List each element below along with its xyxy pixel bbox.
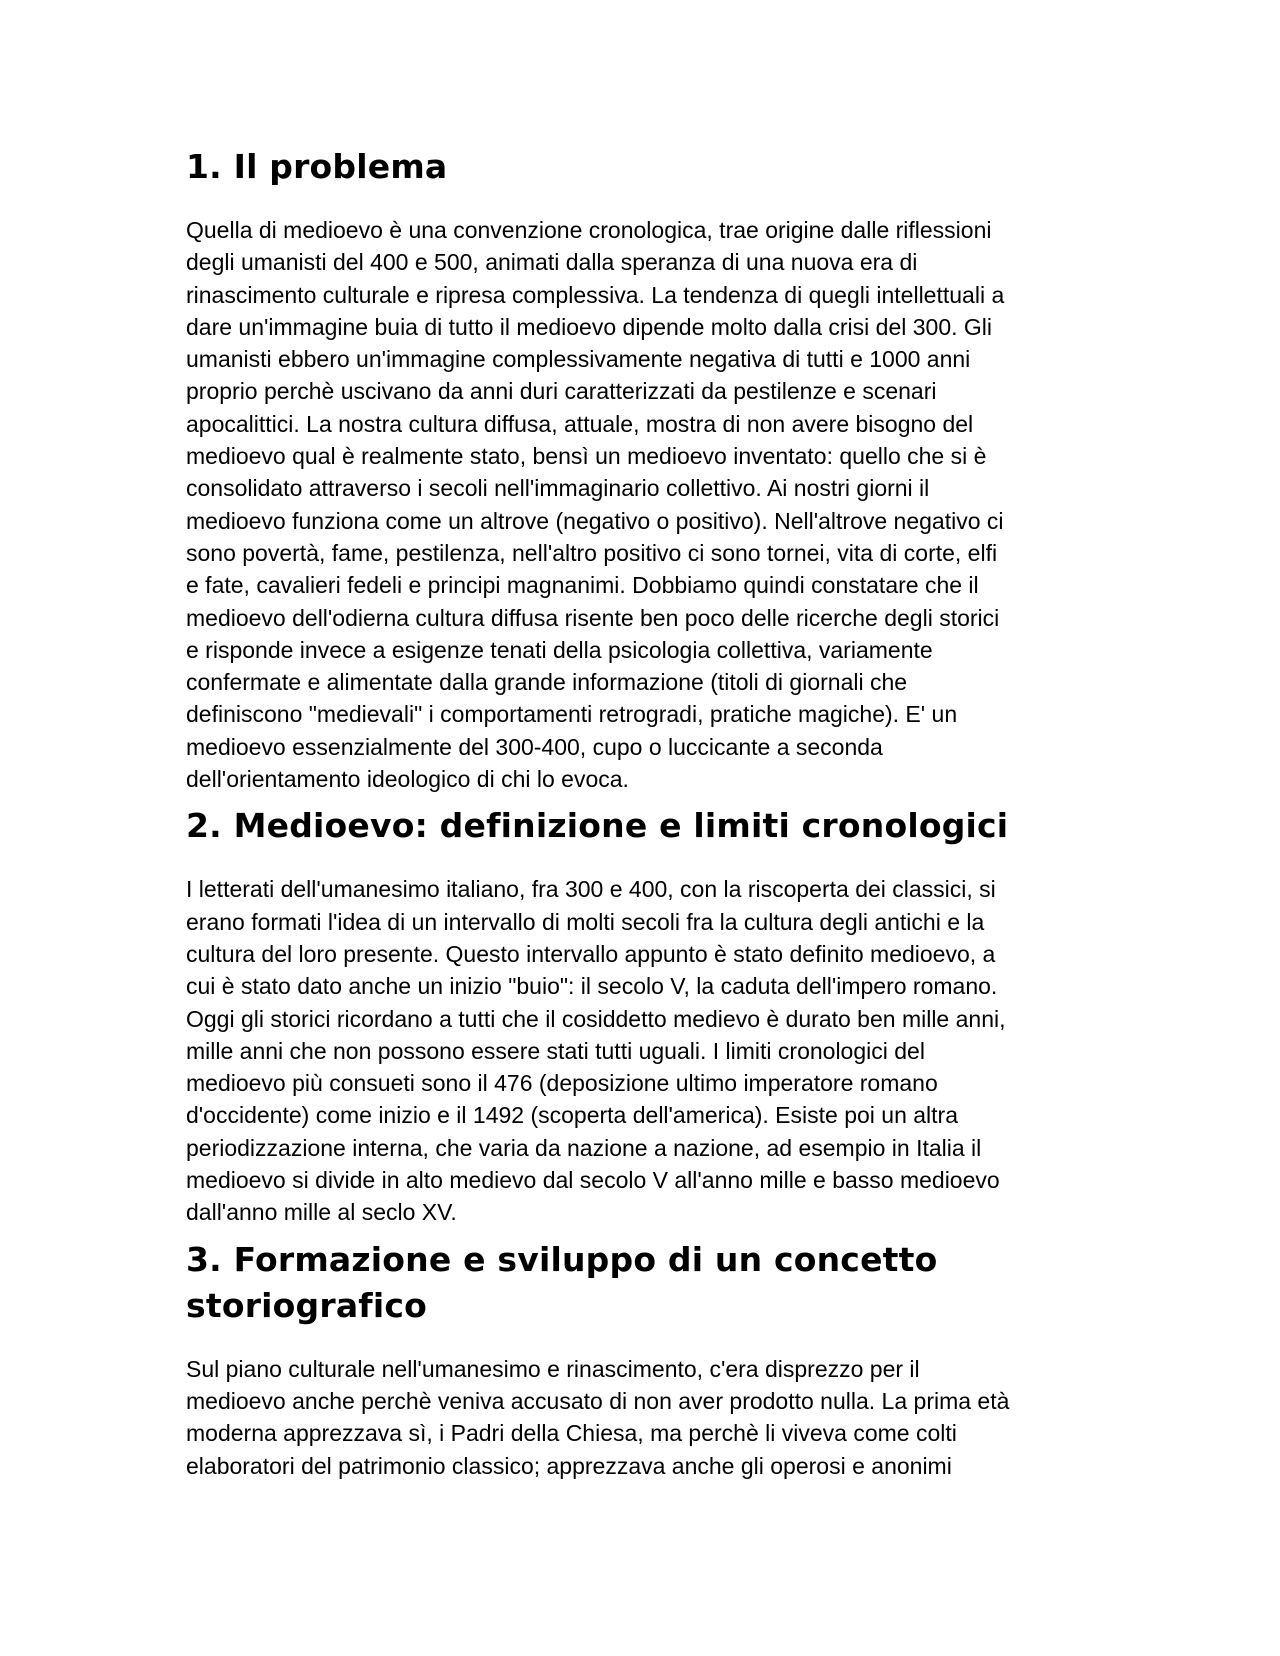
- section-1-title: 1. Il problema: [186, 147, 448, 186]
- section-2-title: 2. Medioevo: definizione e limiti cronologici: [186, 806, 1009, 846]
- section-3-title: 3. Formazione e sviluppo di un concetto storiografico: [186, 1239, 938, 1325]
- document-page: [186, 140, 1086, 1490]
- section-1-body: Quella di medioevo è una convenzione cronologica, trae origine dalle riflessioni degli umanisti del 400 e 500, animati dalla speranza di una nuova era di rinascimento culturale e ripresa complessiva. La tendenza di quegli intellettuali a dare un'immagine buia di tutto il medioevo dipende molto dalla crisi del 300. Gli umanisti ebbero un'immagine complessivamente negativa di tutti e 1000 anni proprio perchè uscivano da anni duri caratterizzati da pestilenze e scenari apocalittici. La nostra cultura diffusa, attuale, mostra di non avere bisogno del medioevo qual è realmente stato, bensì un medioevo inventato: quello che si è consolidato attraverso i secoli nell'immaginario collettivo. Ai nostri giorni il medioevo funziona come un altrove (negativo o positivo). Nell'altrove negativo ci sono povertà, fame, pestilenza, nell'altro positivo ci sono tornei, vita di corte, elfi e fate, cavalieri fedeli e principi magnanimi. Dobbiamo quindi constatare che il medioevo dell'odierna cultura diffusa risente ben poco delle ricerche degli storici e risponde invece a esigenze tenati della psicologia collettiva, variamente confermate e alimentate dalla grande informazione (titoli di giornali che definiscono "medievali" i comportamenti retrogradi, pratiche magiche). E' un medioevo essenzialmente del 300-400, cupo o luccicante a seconda dell'orientamento ideologico di chi lo evoca.: [186, 217, 1005, 793]
- section-2-body: I letterati dell'umanesimo italiano, fra 300 e 400, con la riscoperta dei classici, si erano formati l'idea di un intervallo di molti secoli fra la cultura degli antichi e la cultura del loro presente. Questo intervallo appunto è stato definito medioevo, a cui è stato dato anche un inizio "buio": il secolo V, la caduta dell'impero romano. Oggi gli storici ricordano a tutti che il cosiddetto medievo è durato ben mille anni, mille anni che non possono essere stati tutti uguali. I limiti cronologici del medioevo più consueti sono il 476 (deposizione ultimo imperatore romano d'occidente) come inizio e il 1492 (scoperta dell'america). Esiste poi un altra periodizzazione interna, che varia da nazione a nazione, ad esempio in Italia il medioevo si divide in alto medievo dal secolo V all'anno mille e basso medioevo dall'anno mille al seclo XV.: [186, 876, 1006, 1226]
- section-3-body: Sul piano culturale nell'umanesimo e rinascimento, c'era disprezzo per il medioevo anche perchè veniva accusato di non aver prodotto nulla. La prima età moderna apprezzava sì, i Padri della Chiesa, ma perchè li viveva come colti elaboratori del patrimonio classico; apprezzava anche gli operosi e anonimi: [186, 1355, 1010, 1479]
